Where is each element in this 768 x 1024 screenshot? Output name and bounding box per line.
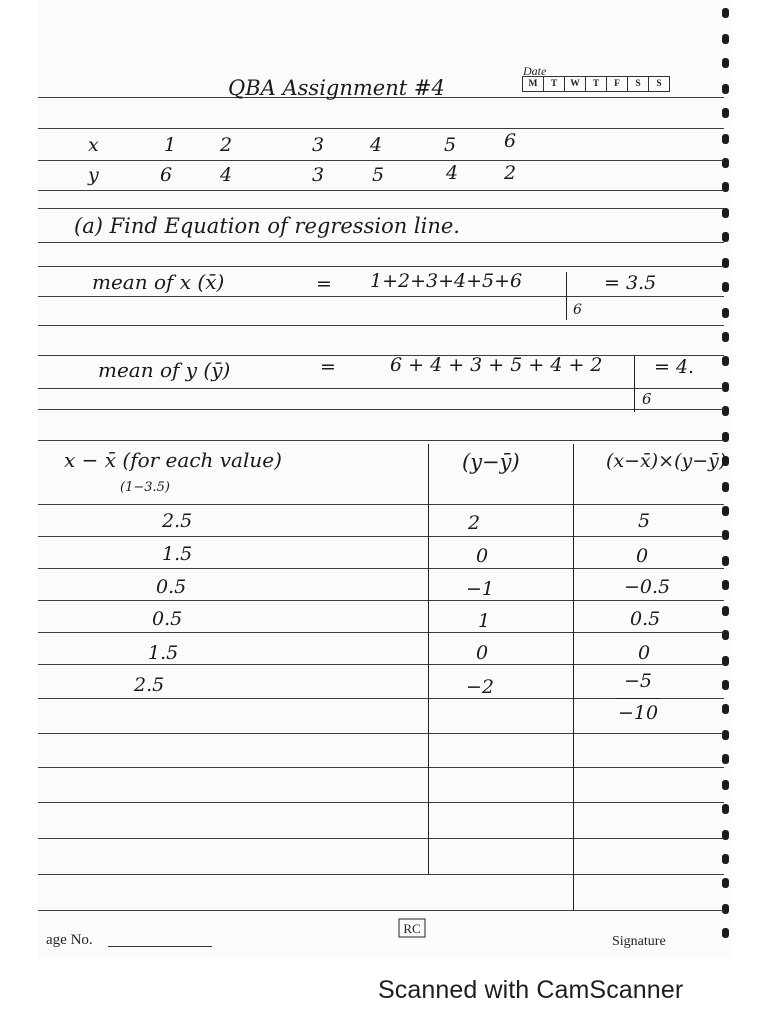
dev-y-cell: 2 xyxy=(468,512,481,534)
col1-header: x − x̄ (for each value) xyxy=(64,448,282,472)
mean-y-sum: 6 + 4 + 3 + 5 + 4 + 2 xyxy=(390,354,603,376)
mean-y-label: mean of y (ȳ) xyxy=(98,358,231,382)
x-value: 3 xyxy=(312,134,325,156)
y-value: 6 xyxy=(160,164,173,186)
dev-x-cell: 1.5 xyxy=(162,543,193,565)
date-label: Date xyxy=(523,64,547,78)
dev-y-cell: −1 xyxy=(466,578,495,600)
product-cell: 0 xyxy=(636,545,649,567)
weekday-box: F xyxy=(607,77,628,91)
dev-y-cell: 0 xyxy=(476,642,489,664)
x-value: 5 xyxy=(444,134,457,156)
weekday-box: W xyxy=(565,77,586,91)
mean-y-result: = 4. xyxy=(654,356,695,378)
y-value: 5 xyxy=(372,164,385,186)
col2-header: (y−ȳ) xyxy=(462,450,520,474)
dev-x-cell: 2.5 xyxy=(134,674,165,696)
dev-x-cell: 1.5 xyxy=(148,642,179,664)
assignment-title: QBA Assignment #4 xyxy=(228,76,445,100)
dev-x-cell: 0.5 xyxy=(152,608,183,630)
weekday-box: T xyxy=(544,77,565,91)
mean-y-equals: = xyxy=(320,356,336,378)
col1-subnote: (1−3.5) xyxy=(120,480,170,495)
y-value: 3 xyxy=(312,164,325,186)
mean-x-equals: = xyxy=(316,273,332,295)
mean-y-divisor: 6 xyxy=(642,390,652,408)
product-cell: 5 xyxy=(638,510,651,532)
dev-y-cell: 1 xyxy=(478,610,491,632)
product-cell: 0.5 xyxy=(630,608,661,630)
x-value: 6 xyxy=(504,130,517,152)
page-no-label: age No. xyxy=(46,932,93,948)
x-row-label: x xyxy=(88,134,99,156)
product-cell: 0 xyxy=(638,642,651,664)
product-cell: −5 xyxy=(624,670,653,692)
dev-x-cell: 0.5 xyxy=(156,576,187,598)
x-value: 2 xyxy=(220,134,233,156)
weekday-box: T xyxy=(586,77,607,91)
y-row-label: y xyxy=(88,164,99,186)
weekday-box: S xyxy=(628,77,649,91)
y-value: 4 xyxy=(220,164,233,186)
question-a: (a) Find Equation of regression line. xyxy=(74,214,460,238)
dev-y-cell: −2 xyxy=(466,676,495,698)
signature-label: Signature xyxy=(612,934,666,949)
col3-header: (x−x̄)×(y−ȳ) xyxy=(606,450,727,472)
camscanner-watermark: Scanned with CamScanner xyxy=(378,976,684,1004)
mean-x-divisor: 6 xyxy=(573,302,582,318)
mean-x-result: = 3.5 xyxy=(604,272,657,294)
mean-x-sum: 1+2+3+4+5+6 xyxy=(370,270,523,292)
product-cell: −0.5 xyxy=(624,576,671,598)
y-value: 4 xyxy=(446,162,459,184)
dev-y-cell: 0 xyxy=(476,545,489,567)
weekday-box: S xyxy=(656,79,662,89)
x-value: 1 xyxy=(164,134,177,156)
y-value: 2 xyxy=(504,162,517,184)
mean-x-label: mean of x (x̄) xyxy=(92,270,225,294)
rc-logo xyxy=(398,918,428,940)
weekday-boxes xyxy=(522,76,670,92)
dev-x-cell: 2.5 xyxy=(162,510,193,532)
rc-logo-text: RC xyxy=(403,921,421,936)
product-total: −10 xyxy=(618,702,659,724)
notebook-page xyxy=(38,0,732,958)
weekday-box: M xyxy=(523,77,544,91)
x-value: 4 xyxy=(370,134,383,156)
